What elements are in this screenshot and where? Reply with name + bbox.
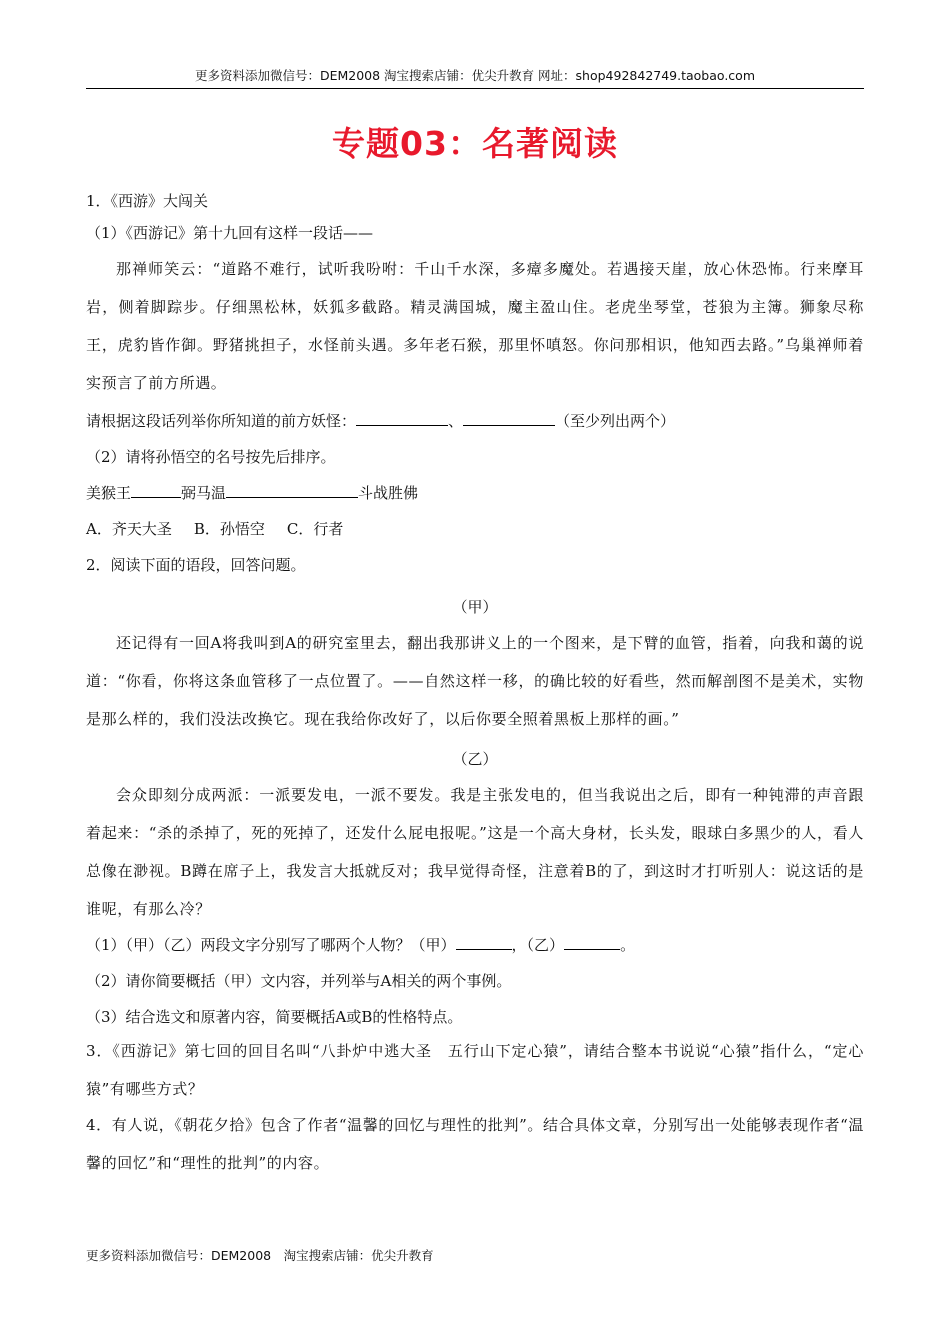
q1-sub2: （2）请将孙悟空的名号按先后排序。 [86,448,336,466]
q1-prompt-a: 请根据这段话列举你所知道的前方妖怪： [86,412,357,430]
q3: 3．《西游记》第七回的回目名叫“八卦炉中逃大圣 五行山下定心猿”，请结合整本书说说“心猿”指什么，“定心猿”有哪些方式？ [86,1042,864,1098]
q1-order-line [86,480,864,506]
label-jia: （甲） [452,598,498,616]
order-2: 弼马温 [181,484,227,502]
answer-blank[interactable] [463,410,555,426]
label-yi: （乙） [452,750,498,768]
q1-options [86,516,864,542]
q1-passage: 那禅师笑云：“道路不难行，试听我吩咐：千山千水深，多瘴多魔处。若遇接天崖，放心休恐怖。行来摩耳岩，侧着脚踪步。仔细黑松林，妖狐多截路。精灵满国城，魔主盈山住。老虎坐琴堂，苍狼为主簿。狮象尽称王，虎豹皆作御。野猪挑担子，水怪前头遇。多年老石猴，那里怀嗔怒。你问那相识，他知西去路。”乌巢禅师着实预言了前方所遇。 [86,260,864,392]
answer-blank[interactable] [131,482,181,498]
q2-sub2: （2）请你简要概括（甲）文内容，并列举与A相关的两个事例。 [86,972,512,990]
answer-blank[interactable] [226,482,358,498]
q2-sub1-b: ，（乙） [511,936,565,954]
q4: 4．有人说，《朝花夕拾》包含了作者“温馨的回忆与理性的批判”。结合具体文章，分别写出一处能够表现作者“温馨的回忆”和“理性的批判”的内容。 [86,1116,864,1172]
order-1: 美猴王 [86,484,132,502]
answer-blank[interactable] [356,410,448,426]
page-title: 专题03：名著阅读 [332,124,618,163]
page-header [86,66,864,89]
option-a: A．齐天大圣 [86,520,172,538]
q2-sub1 [86,932,864,958]
order-3: 斗战胜佛 [358,484,419,502]
answer-blank[interactable] [456,934,512,950]
q2-sub1-c: 。 [620,936,636,954]
option-c: C．行者 [286,520,344,538]
q2-sub3: （3）结合选文和原著内容，简要概括A或B的性格特点。 [86,1008,463,1026]
q1-prompt-b: （至少列出两个） [555,412,676,430]
passage-jia: 还记得有一回A将我叫到A的研究室里去，翻出我那讲义上的一个图来，是下臂的血管，指着，向我和蔼的说道：“你看，你将这条血管移了一点位置了。——自然这样一移，的确比较的好看些，然而解剖图不是美术，实物是那么样的，我们没法改换它。现在我给你改好了，以后你要全照着黑板上那样的画。” [86,634,864,728]
option-b: B．孙悟空 [193,520,265,538]
q1-title: 1．《西游》大闯关 [86,192,209,210]
page-footer: 更多资料添加微信号：DEM2008 淘宝搜索店铺：优尖升教育 [86,1248,434,1263]
passage-yi: 会众即刻分成两派：一派要发电，一派不要发。我是主张发电的，但当我说出之后，即有一种钝滞的声音跟着起来：“杀的杀掉了，死的死掉了，还发什么屁电报呢。”这是一个高大身材，长头发，眼球白多黑少的人，看人总像在渺视。B蹲在席子上，我发言大抵就反对；我早觉得奇怪，注意着B的了，到这时才打听别人：说这话的是谁呢，有那么冷？ [86,786,864,918]
document-body [86,188,864,1182]
q2-title: 2．阅读下面的语段，回答问题。 [86,556,306,574]
q1-prompt-sep: 、 [448,412,464,430]
header-text: 更多资料添加微信号：DEM2008 淘宝搜索店铺：优尖升教育 网址：shop492842749.taobao.com [194,68,756,83]
q2-sub1-a: （1）（甲）（乙）两段文字分别写了哪两个人物？（甲） [86,936,456,954]
q1-prompt [86,408,864,434]
answer-blank[interactable] [564,934,620,950]
q1-sub1: （1）《西游记》第十九回有这样一段话—— [86,224,374,242]
